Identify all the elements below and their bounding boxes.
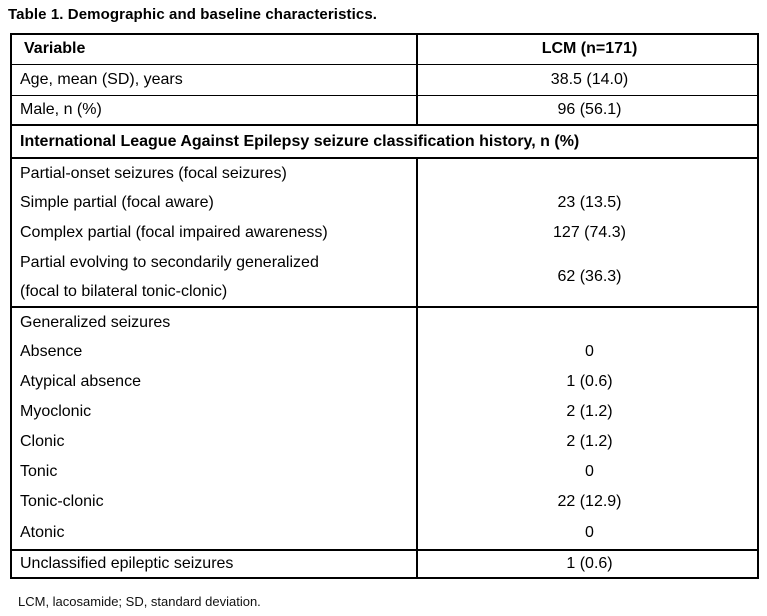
table-row — [11, 307, 758, 337]
row-label: Clonic — [20, 433, 65, 450]
row-label: Complex partial (focal impaired awareness) — [20, 224, 328, 241]
row-value — [417, 307, 758, 337]
row-label: Variable — [24, 40, 86, 58]
table-row — [11, 64, 758, 95]
row-value: 23 (13.5) — [417, 188, 758, 218]
table-row — [11, 95, 758, 125]
table-row — [11, 397, 758, 427]
row-value: 1 (0.6) — [417, 550, 758, 578]
row-value: 127 (74.3) — [417, 218, 758, 248]
table-row — [11, 188, 758, 218]
demographics-table — [10, 33, 759, 579]
row-value: 0 — [417, 517, 758, 550]
row-value: 0 — [417, 337, 758, 367]
row-label: Atonic — [20, 524, 65, 541]
table-row — [11, 487, 758, 517]
row-value: 96 (56.1) — [417, 95, 758, 125]
table-row — [11, 158, 758, 188]
table-row — [11, 218, 758, 248]
row-value: 2 (1.2) — [417, 427, 758, 457]
table-row — [11, 517, 758, 550]
table-row — [11, 248, 758, 307]
row-value: 62 (36.3) — [417, 248, 758, 307]
table-row — [11, 34, 758, 64]
table-row — [11, 550, 758, 578]
row-value — [417, 158, 758, 188]
row-label: Myoclonic — [20, 403, 92, 420]
row-value: 2 (1.2) — [417, 397, 758, 427]
table-footnote: LCM, lacosamide; SD, standard deviation. — [18, 594, 261, 609]
row-label-line-2: (focal to bilateral tonic-clonic) — [20, 283, 228, 300]
row-label: Generalized seizures — [11, 307, 417, 337]
row-label: Partial-onset seizures (focal seizures) — [11, 158, 417, 188]
row-label: Tonic — [20, 463, 58, 480]
row-value: 0 — [417, 457, 758, 487]
row-label: Age, mean (SD), years — [11, 64, 417, 95]
row-value: 22 (12.9) — [417, 487, 758, 517]
row-label: Atypical absence — [20, 373, 141, 390]
row-value: LCM (n=171) — [417, 34, 758, 64]
table-row — [11, 125, 758, 158]
row-label-line-1: Partial evolving to secondarily generalized — [20, 254, 319, 271]
table-row — [11, 367, 758, 397]
row-label: Unclassified epileptic seizures — [11, 550, 417, 578]
table-title: Table 1. Demographic and baseline characteristics. — [8, 6, 378, 23]
table-row — [11, 427, 758, 457]
row-label: Simple partial (focal aware) — [20, 194, 214, 211]
table-body — [11, 34, 758, 578]
row-label: Absence — [20, 343, 83, 360]
row-label: Male, n (%) — [11, 95, 417, 125]
table-row — [11, 337, 758, 367]
row-label: Tonic-clonic — [20, 493, 104, 510]
row-value: 38.5 (14.0) — [417, 64, 758, 95]
table-row — [11, 457, 758, 487]
row-value: 1 (0.6) — [417, 367, 758, 397]
row-label — [11, 248, 417, 307]
row-label: International League Against Epilepsy seizure classification history, n (%) — [11, 125, 758, 158]
